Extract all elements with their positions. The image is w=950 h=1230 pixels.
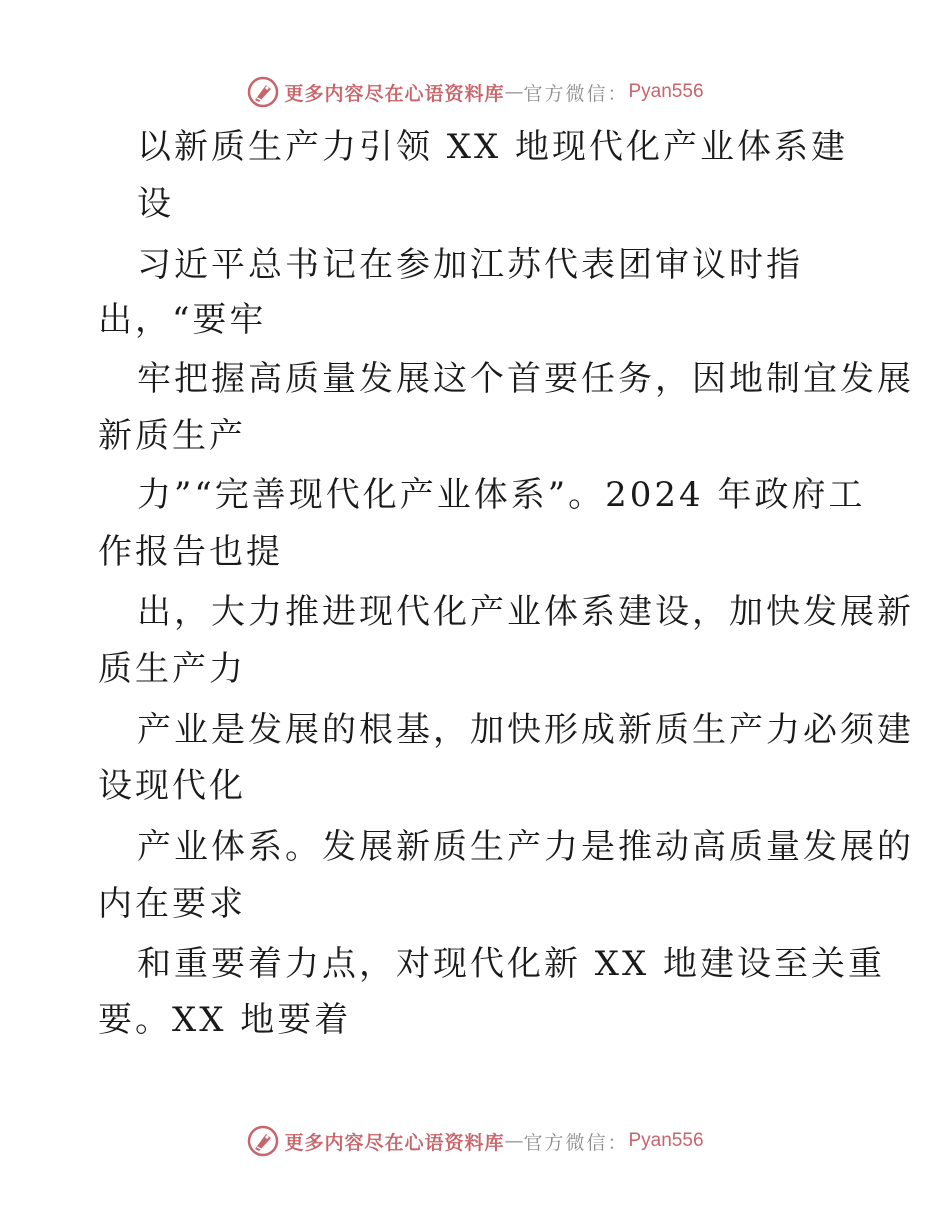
doc-line: 和重要着力点，对现代化新 XX 地建设至关重 (137, 944, 886, 984)
banner-wechat-label: 官方微信： (523, 1131, 629, 1154)
doc-line: 习近平总书记在参加江苏代表团审议时指 (137, 245, 803, 285)
pen-nib-logo-icon (246, 75, 280, 109)
doc-line: 设 (137, 184, 174, 224)
doc-line: 产业体系。发展新质生产力是推动高质量发展的 (137, 827, 914, 867)
doc-line: 出，“要牢 (98, 300, 267, 340)
banner-separator: — (504, 81, 524, 103)
banner-wechat-id: Pyan556 (628, 81, 704, 102)
footer-banner (0, 1121, 950, 1161)
banner-main-text: 更多内容尽在心语资料库 (284, 82, 505, 105)
doc-line: 质生产力 (98, 649, 246, 689)
banner-separator: — (504, 1130, 524, 1152)
doc-line: 力”“完善现代化产业体系”。2024 年政府工 (137, 475, 866, 515)
banner-wechat-id: Pyan556 (628, 1130, 704, 1151)
doc-line: 出，大力推进现代化产业体系建设，加快发展新 (137, 592, 914, 632)
banner-wechat-label: 官方微信： (523, 82, 629, 105)
doc-line: 以新质生产力引领 XX 地现代化产业体系建 (137, 127, 849, 167)
doc-line: 新质生产 (98, 416, 246, 456)
doc-line: 作报告也提 (98, 532, 283, 572)
doc-line: 产业是发展的根基，加快形成新质生产力必须建 (137, 710, 914, 750)
banner-main-text: 更多内容尽在心语资料库 (284, 1131, 505, 1154)
doc-line: 要。XX 地要着 (98, 1000, 352, 1040)
doc-line: 牢把握高质量发展这个首要任务，因地制宜发展 (137, 359, 914, 399)
doc-line: 内在要求 (98, 884, 246, 924)
pen-nib-logo-icon (246, 1124, 280, 1158)
header-banner (0, 72, 950, 112)
doc-line: 设现代化 (98, 766, 246, 806)
